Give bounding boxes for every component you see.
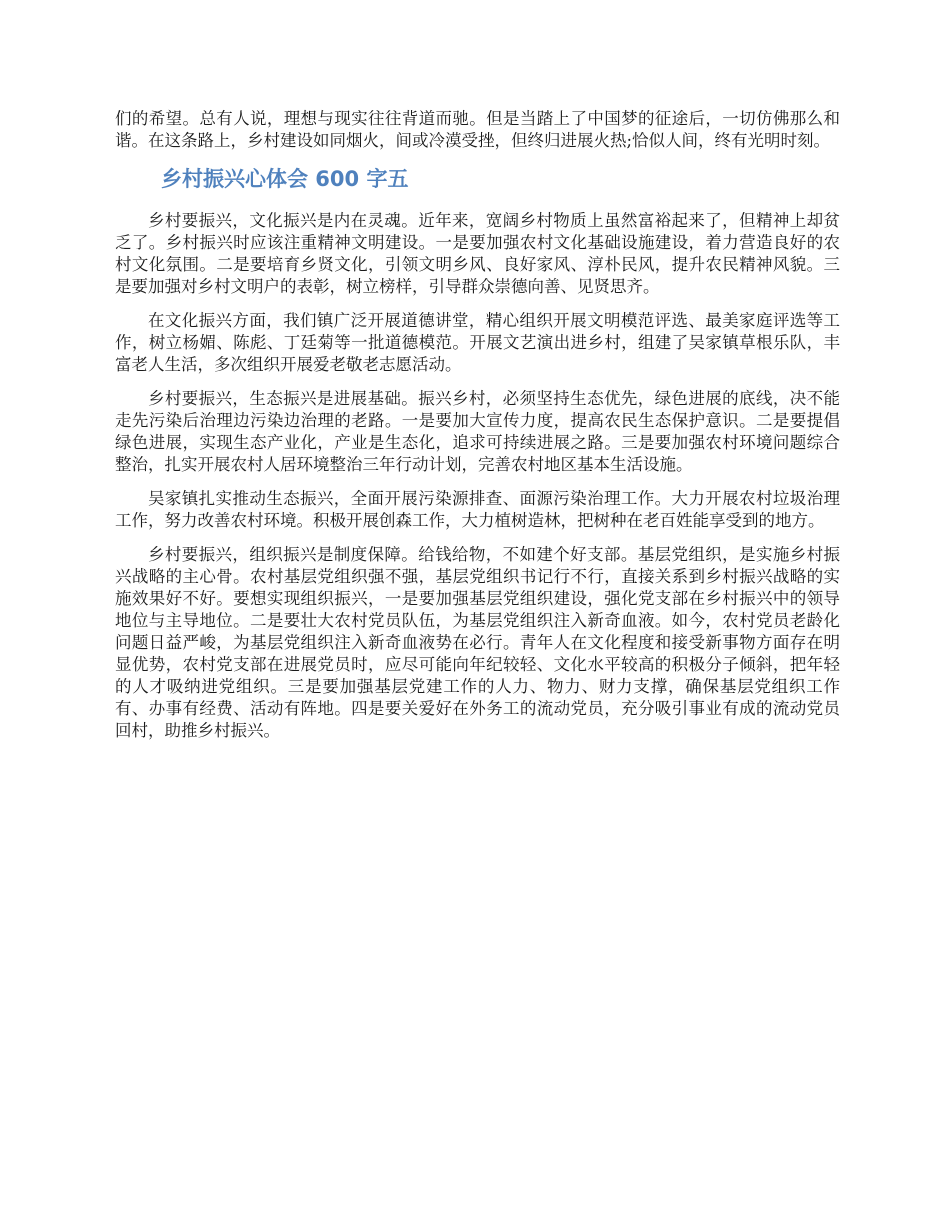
paragraph-ecology-practice: 吴家镇扎实推动生态振兴，全面开展污染源排查、面源污染治理工作。大力开展农村垃圾治理工作，努力改善农村环境。积极开展创森工作，大力植树造林，把树种在老百姓能享受到的地方。	[115, 489, 840, 530]
paragraph-organization: 乡村要振兴，组织振兴是制度保障。给钱给物，不如建个好支部。基层党组织，是实施乡村振兴战略的主心骨。农村基层党组织强不强，基层党组织书记行不行，直接关系到乡村振兴战略的实施效果好不好。要想实现组织振兴，一是要加强基层党组织建设，强化党支部在乡村振兴中的领导地位与主导地位。二是要壮大农村党员队伍，为基层党组织注入新奇血液。如今，农村党员老龄化问题日益严峻，为基层党组织注入新奇血液势在必行。青年人在文化程度和接受新事物方面存在明显优势，农村党支部在进展党员时，应尽可能向年纪较轻、文化水平较高的积极分子倾斜，把年轻的人才吸纳进党组织。三是要加强基层党建工作的人力、物力、财力支撑，确保基层党组织工作有、办事有经费、活动有阵地。四是要关爱好在外务工的流动党员，充分吸引事业有成的流动党员回村，助推乡村振兴。	[115, 545, 840, 740]
paragraph-ecology: 乡村要振兴，生态振兴是进展基础。振兴乡村，必须坚持生态优先，绿色进展的底线，决不能走先污染后治理边污染边治理的老路。一是要加大宣传力度，提高农民生态保护意识。二是要提倡绿色进展，实现生态产业化，产业是生态化，追求可持续进展之路。三是要加强农村环境问题综合整治，扎实开展农村人居环境整治三年行动计划，完善农村地区基本生活设施。	[115, 389, 840, 474]
paragraph-culture: 乡村要振兴，文化振兴是内在灵魂。近年来，宽阔乡村物质上虽然富裕起来了，但精神上却贫乏了。乡村振兴时应该注重精神文明建设。一是要加强农村文化基础设施建设，着力营造良好的农村文化氛围。二是要培育乡贤文化，引领文明乡风、良好家风、淳朴民风，提升农民精神风貌。三是要加强对乡村文明户的表彰，树立榜样，引导群众崇德向善、见贤思齐。	[115, 211, 840, 296]
section-heading: 乡村振兴心体会 600 字五	[161, 167, 409, 191]
paragraph-culture-practice: 在文化振兴方面，我们镇广泛开展道德讲堂，精心组织开展文明模范评选、最美家庭评选等工作，树立杨媚、陈彪、丁廷菊等一批道德模范。开展文艺演出进乡村，组建了吴家镇草根乐队，丰富老人生活，多次组织开展爱老敬老志愿活动。	[115, 311, 840, 374]
document-page	[115, 108, 840, 754]
intro-paragraph: 们的希望。总有人说，理想与现实往往背道而驰。但是当踏上了中国梦的征途后，一切仿佛那么和谐。在这条路上，乡村建设如同烟火，间或冷漠受挫，但终归进展火热;恰似人间，终有光明时刻。	[115, 109, 840, 150]
